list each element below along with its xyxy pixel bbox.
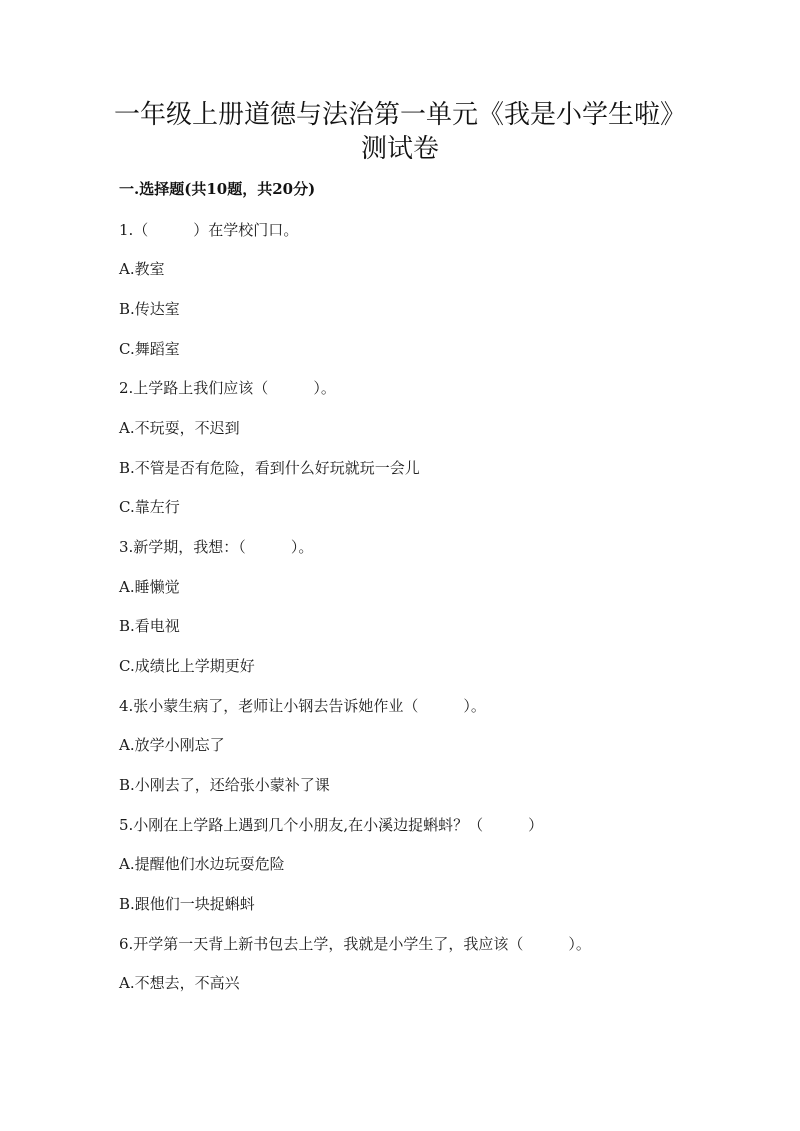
option-1a: A.教室 — [119, 260, 165, 278]
section-heading: 一.选择题(共10题，共20分) — [119, 180, 316, 198]
option-1c: C.舞蹈室 — [119, 340, 180, 358]
question-1: 1.（ ）在学校门口。 — [119, 221, 299, 239]
page-title: 一年级上册道德与法治第一单元《我是小学生啦》 — [113, 100, 686, 130]
option-4a: A.放学小刚忘了 — [119, 736, 225, 754]
option-3b: B.看电视 — [119, 617, 180, 635]
option-5b: B.跟他们一块捉蝌蚪 — [119, 895, 255, 913]
question-4: 4.张小蒙生病了，老师让小钢去告诉她作业（ ）。 — [119, 697, 486, 715]
option-4b: B.小刚去了，还给张小蒙补了课 — [119, 776, 330, 794]
option-2b: B.不管是否有危险，看到什么好玩就玩一会儿 — [119, 459, 420, 477]
option-1b: B.传达室 — [119, 300, 180, 318]
option-2a: A.不玩耍，不迟到 — [119, 419, 240, 437]
option-5a: A.提醒他们水边玩耍危险 — [119, 855, 285, 873]
option-2c: C.靠左行 — [119, 498, 180, 516]
question-6: 6.开学第一天背上新书包去上学，我就是小学生了，我应该（ ）。 — [119, 935, 591, 953]
option-3c: C.成绩比上学期更好 — [119, 657, 255, 675]
question-3: 3.新学期，我想：（ ）。 — [119, 538, 314, 556]
option-6a: A.不想去，不高兴 — [119, 974, 240, 992]
question-5: 5.小刚在上学路上遇到几个小朋友,在小溪边捉蝌蚪？（ ） — [119, 816, 544, 834]
page-subtitle: 测试卷 — [360, 134, 439, 164]
question-2: 2.上学路上我们应该（ ）。 — [119, 379, 336, 397]
option-3a: A.睡懒觉 — [119, 578, 180, 596]
